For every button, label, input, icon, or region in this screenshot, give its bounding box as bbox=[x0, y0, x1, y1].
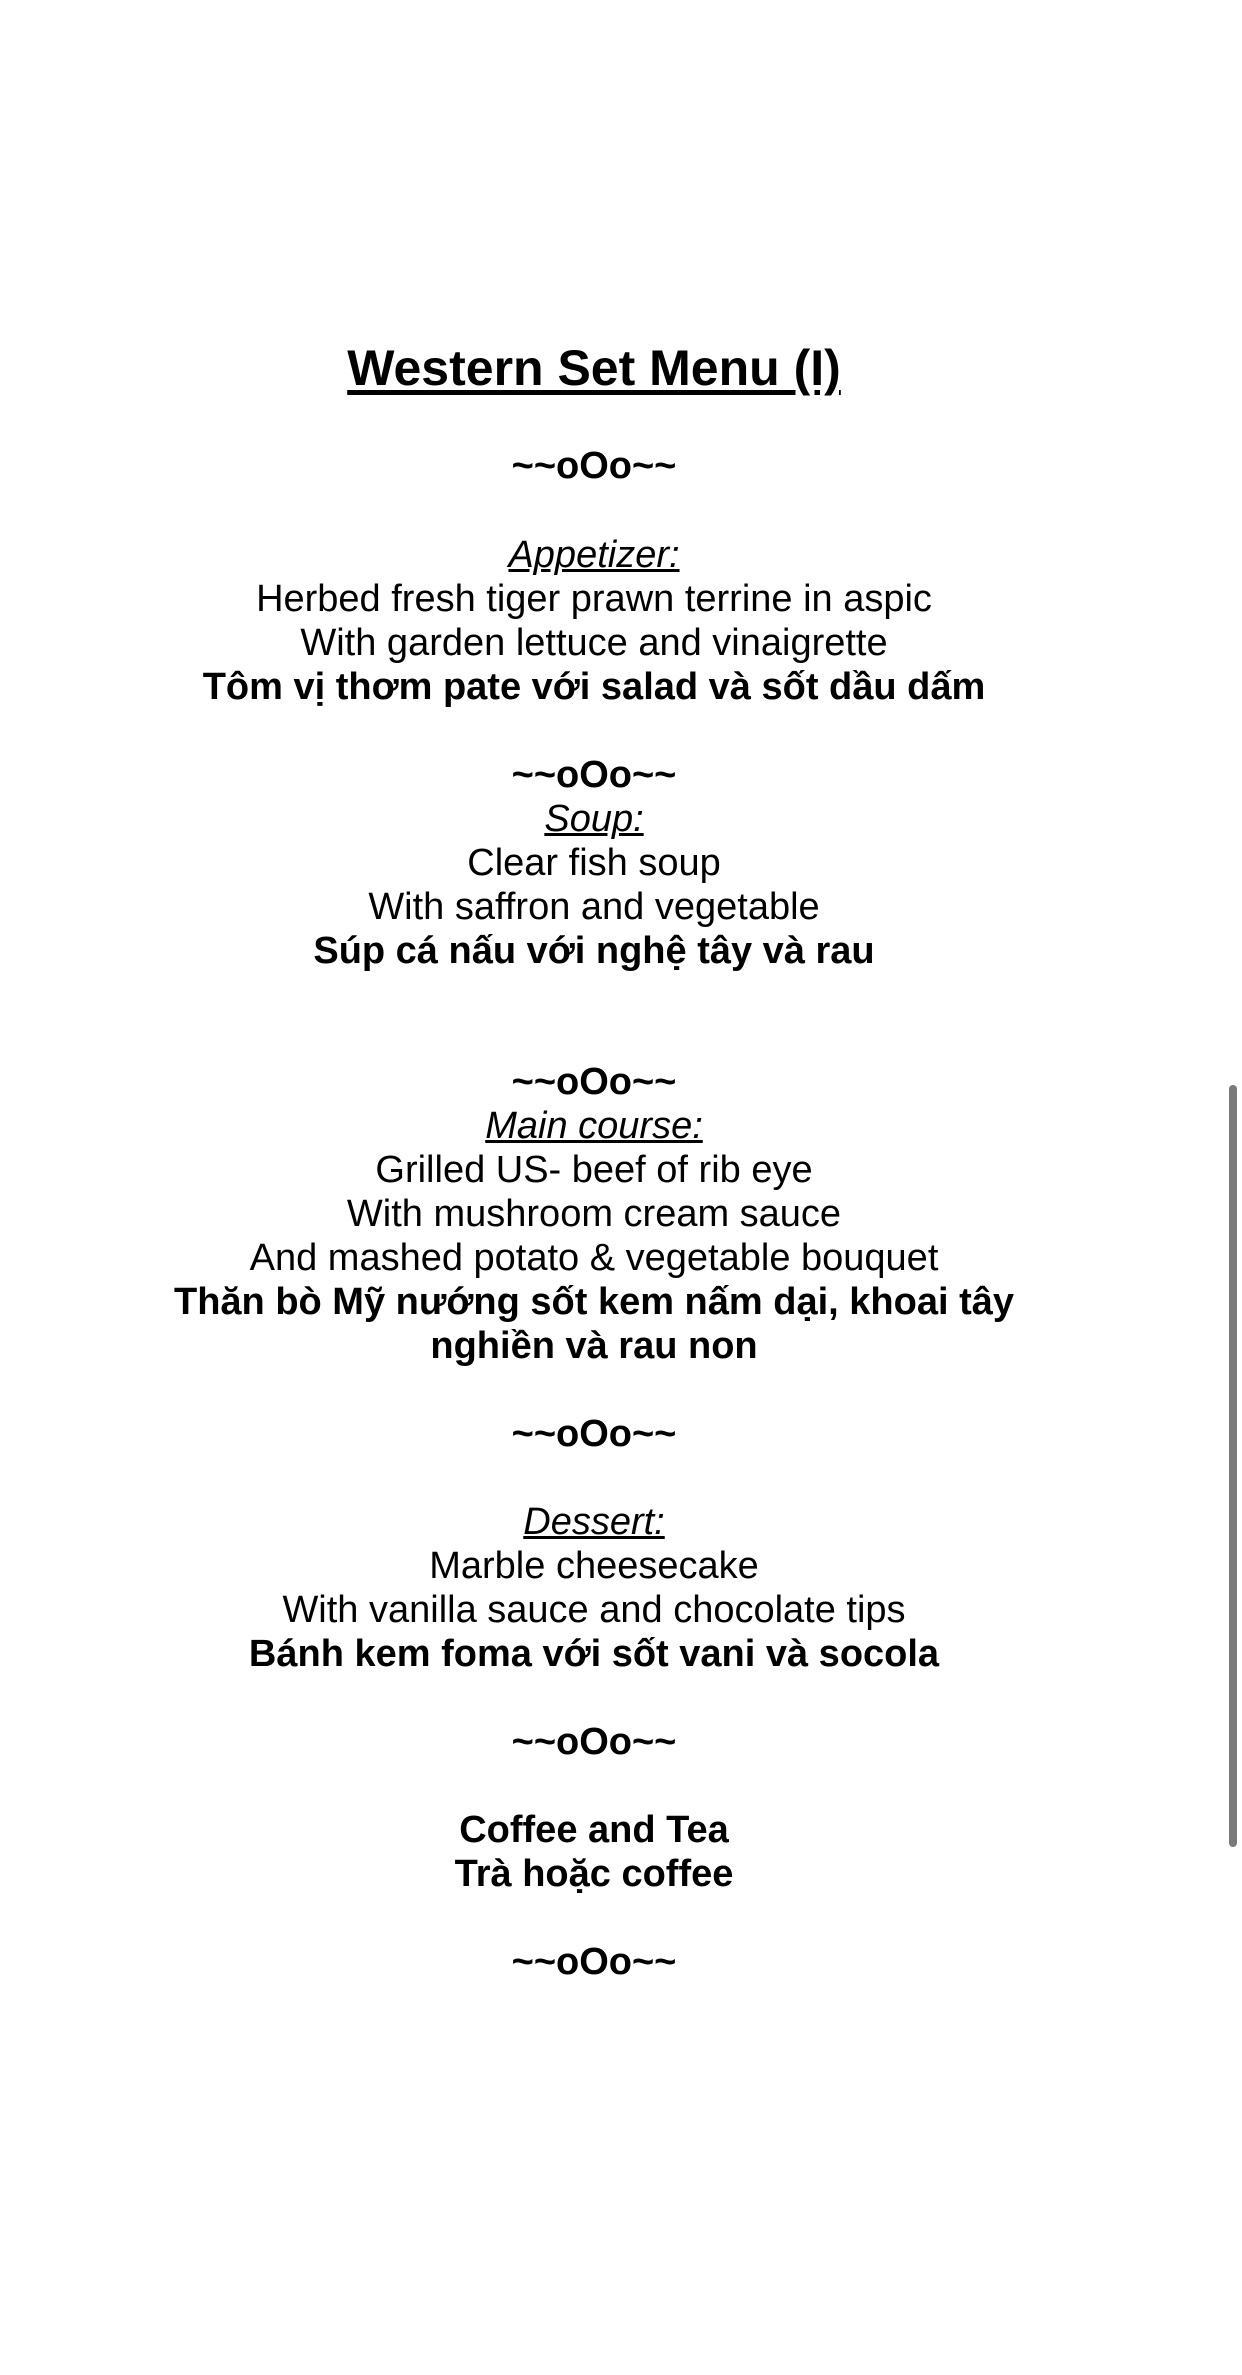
drinks-vietnamese: Trà hoặc coffee bbox=[454, 1853, 734, 1895]
appetizer-line-1: Herbed fresh tiger prawn terrine in aspic bbox=[256, 578, 932, 620]
soup-line-1: Clear fish soup bbox=[467, 842, 721, 884]
dessert-line-2: With vanilla sauce and chocolate tips bbox=[282, 1589, 906, 1631]
main-course-line-1: Grilled US- beef of rib eye bbox=[375, 1149, 813, 1191]
scrollbar-thumb[interactable] bbox=[1229, 1085, 1237, 1847]
separator-4: ~~oOo~~ bbox=[511, 1413, 677, 1455]
menu-title: Western Set Menu (I) bbox=[347, 340, 841, 396]
drinks-english: Coffee and Tea bbox=[459, 1809, 729, 1851]
main-course-vietnamese-2: nghiền và rau non bbox=[430, 1325, 758, 1367]
soup-line-2: With saffron and vegetable bbox=[368, 886, 820, 928]
main-course-vietnamese-1: Thăn bò Mỹ nướng sốt kem nấm dại, khoai tây bbox=[174, 1281, 1014, 1323]
dessert-heading: Dessert: bbox=[523, 1501, 665, 1543]
dessert-vietnamese: Bánh kem foma với sốt vani và socola bbox=[248, 1633, 940, 1675]
main-course-heading: Main course: bbox=[485, 1105, 703, 1147]
appetizer-heading: Appetizer: bbox=[508, 534, 680, 576]
main-course-line-3: And mashed potato & vegetable bouquet bbox=[249, 1237, 939, 1279]
soup-vietnamese: Súp cá nấu với nghệ tây và rau bbox=[313, 930, 875, 972]
appetizer-line-2: With garden lettuce and vinaigrette bbox=[300, 622, 888, 664]
soup-heading: Soup: bbox=[544, 798, 644, 840]
main-course-line-2: With mushroom cream sauce bbox=[346, 1193, 842, 1235]
separator-2: ~~oOo~~ bbox=[511, 754, 677, 796]
appetizer-vietnamese: Tôm vị thơm pate với salad và sốt dầu dấm bbox=[202, 666, 986, 708]
vertical-scrollbar[interactable] bbox=[1224, 0, 1242, 2375]
dessert-line-1: Marble cheesecake bbox=[429, 1545, 759, 1587]
separator-1: ~~oOo~~ bbox=[511, 445, 677, 487]
separator-6: ~~oOo~~ bbox=[511, 1941, 677, 1983]
separator-3: ~~oOo~~ bbox=[511, 1061, 677, 1103]
separator-5: ~~oOo~~ bbox=[511, 1721, 677, 1763]
